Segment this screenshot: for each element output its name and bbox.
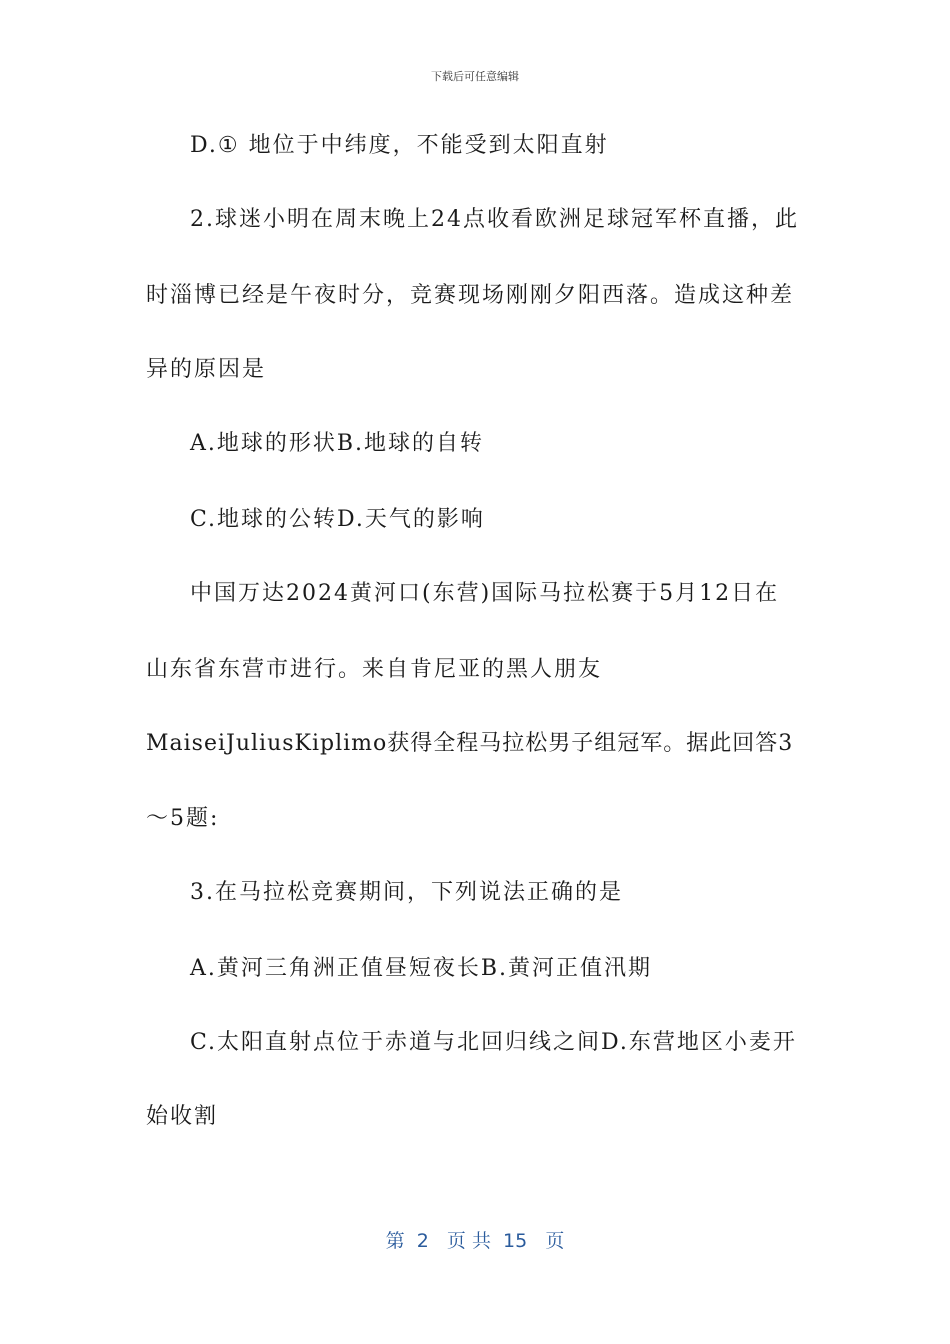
passage-line-1: 中国万达2024黄河口(东营)国际马拉松赛于5月12日在 <box>190 581 780 606</box>
question-3-options-cd: C.太阳直射点位于赤道与北回归线之间D.东营地区小麦开 <box>190 1030 797 1055</box>
download-note: 下载后可任意编辑 <box>431 70 519 83</box>
question-2-options-cd: C.地球的公转D.天气的影响 <box>190 507 485 532</box>
question-2-line-1: 2.球迷小明在周末晚上24点收看欧洲足球冠军杯直播，此 <box>190 207 799 232</box>
question-3-options-cd-cont: 始收割 <box>146 1104 219 1129</box>
question-2-line-2: 时淄博已经是午夜时分，竞赛现场刚刚夕阳西落。造成这种差 <box>146 283 795 308</box>
question-2-options-ab: A.地球的形状B.地球的自转 <box>190 431 485 456</box>
question-2-line-3: 异的原因是 <box>146 357 267 382</box>
passage-line-3: MaiseiJuliusKiplimo获得全程马拉松男子组冠军。据此回答3 <box>146 731 794 756</box>
page-number: 第 2 页 共 15 页 <box>385 1230 565 1252</box>
question-3-line: 3.在马拉松竞赛期间，下列说法正确的是 <box>190 880 623 905</box>
passage-line-2: 山东省东营市进行。来自肯尼亚的黑人朋友 <box>146 657 603 682</box>
question-3-options-ab: A.黄河三角洲正值昼短夜长B.黄河正值汛期 <box>190 956 653 981</box>
option-d-line: D.① 地位于中纬度，不能受到太阳直射 <box>190 133 609 158</box>
passage-line-4: ～5题: <box>146 806 220 831</box>
